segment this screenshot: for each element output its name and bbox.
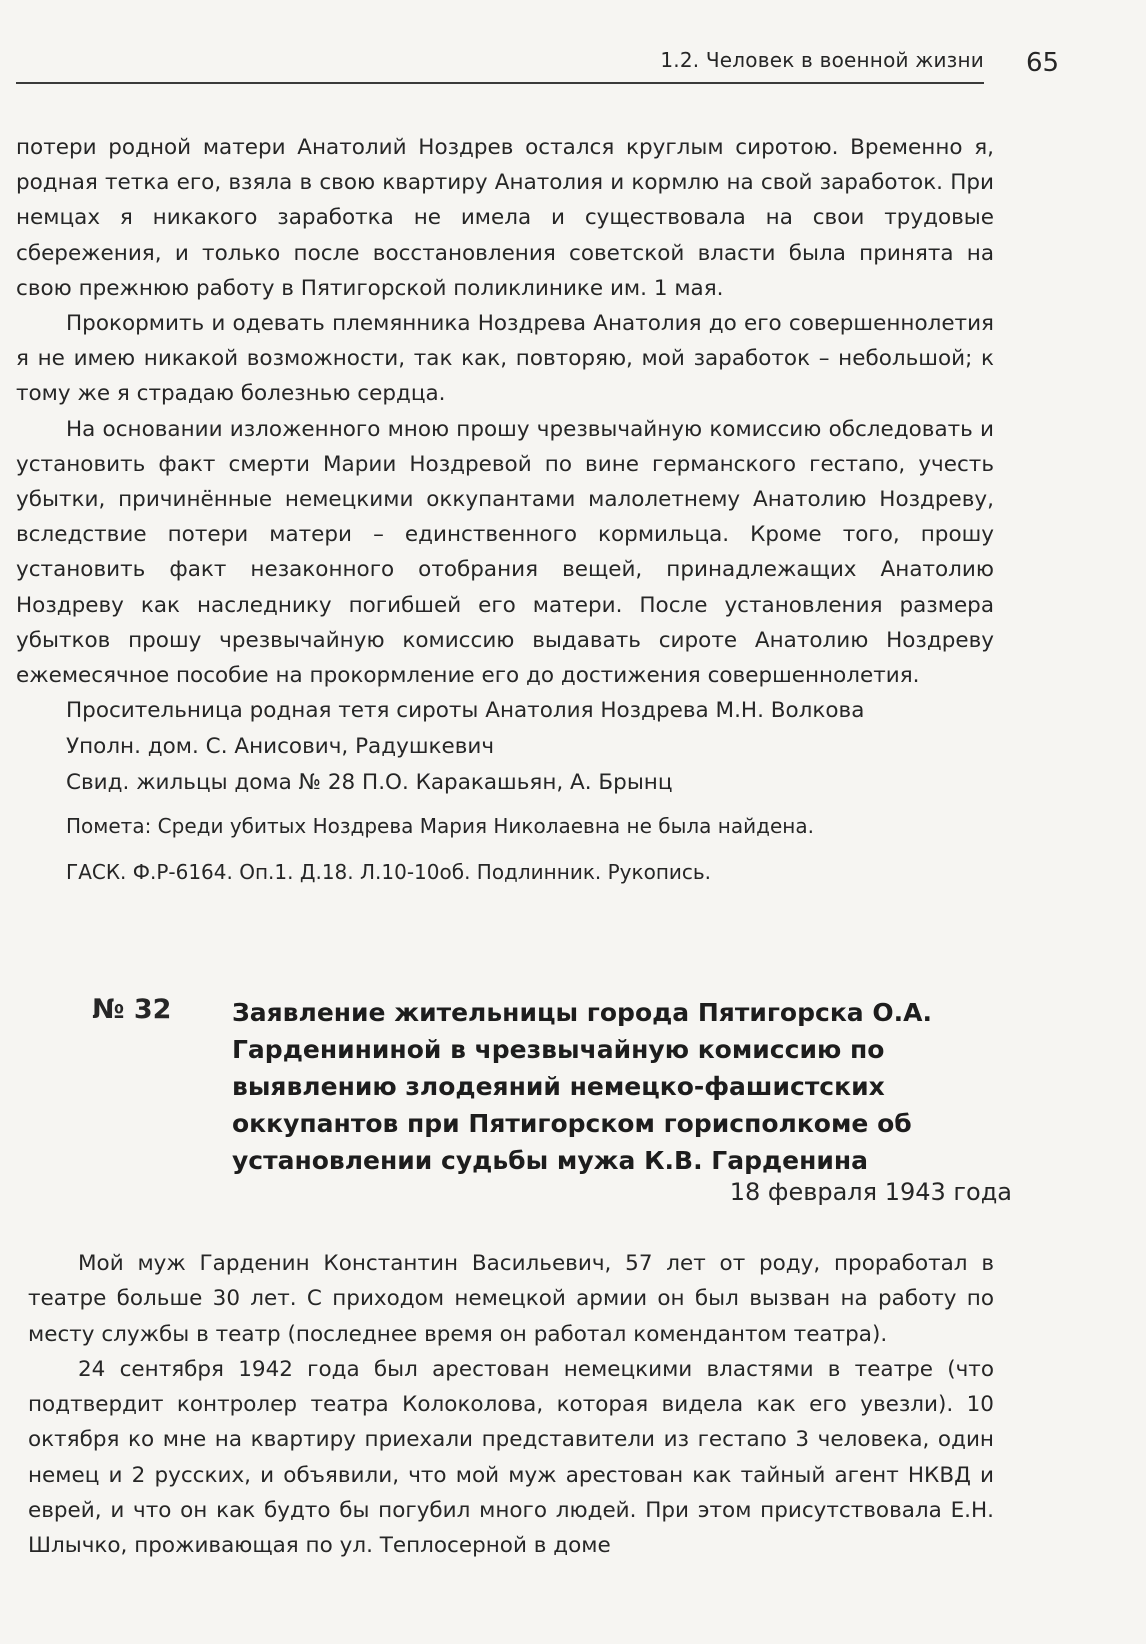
paragraph: На основании изложенного мною прошу чрезвычайную комиссию обследовать и установить факт смерти Марии Ноздревой по вине германского гестапо, учесть убытки, причинённые немецкими оккупантами малолетнему Анатолию Ноздреву, вследствие потери матери – единственного кормильца. Кроме того, прошу установить факт незаконного отобрания вещей, принадлежащих Анатолию Ноздреву как наследнику погибшей его матери. После установления размера убытков прошу чрезвычайную комиссию выдавать сироте Анатолию Ноздреву ежемесячное пособие на прокормление его до достижения совершеннолетия. [16,416,994,689]
running-title: 1.2. Человек в военной жизни [660,48,984,72]
signature-line: Уполн. дом. С. Анисович, Радушкевич [66,734,495,760]
signature-line: Свид. жильцы дома № 28 П.О. Каракашьян, А. Брынц [66,770,673,796]
document-number: № 32 [92,994,172,1025]
paragraph: 24 сентября 1942 года был арестован немецкими властями в театре (что подтвердит контролер театра Колоколова, которая видела как его увезли). 10 октября ко мне на квартиру приехали представители из гестапо 3 человека, один немец и 2 русских, и объявили, что мой муж арестован как тайный агент НКВД и еврей, и что он как будто бы погубил много людей. При этом присутствовала Е.Н. Шлычко, проживающая по ул. Теплосерной в доме [28,1356,994,1559]
page-number: 65 [1026,48,1060,78]
paragraph: Прокормить и одевать племянника Ноздрева Анатолия до его совершеннолетия я не имею никакой возможности, так как, повторяю, мой заработок – небольшой; к тому же я страдаю болезнью сердца. [16,311,994,407]
paragraph: Мой муж Гарденин Константин Васильевич, 57 лет от роду, проработал в театре больше 30 лет. С приходом немецкой армии он был вызван на работу по месту службы в театр (последнее время он работал комендантом театра). [28,1251,994,1347]
running-header [16,38,984,84]
document-date: 18 февраля 1943 года [729,1178,1012,1206]
section-1-text [16,130,994,887]
document-title: Заявление жительницы города Пятигорска О.А. Гарденининой в чрезвычайную комиссию по выявлению злодеяний немецко-фашистских оккупантов при Пятигорском горисполкоме об установлении судьбы мужа К.В. Гарденина [232,998,932,1175]
paragraph: потери родной матери Анатолий Ноздрев остался круглым сиротою. Временно я, родная тетка его, взяла в свою квартиру Анатолия и кормлю на свой заработок. При немцах я никакого заработка не имела и существовала на свои трудовые сбережения, и только после восстановления советской власти была принята на свою прежнюю работу в Пятигорской поликлинике им. 1 мая. [16,135,994,301]
signature-line: Просительница родная тетя сироты Анатолия Ноздрева М.Н. Волкова [66,698,865,724]
archive-reference: ГАСК. Ф.Р-6164. Оп.1. Д.18. Л.10-10об. Подлинник. Рукопись. [66,860,712,885]
section-2-text [28,1246,994,1564]
annotation-note: Помета: Среди убитых Ноздрева Мария Николаевна не была найдена. [66,814,814,839]
